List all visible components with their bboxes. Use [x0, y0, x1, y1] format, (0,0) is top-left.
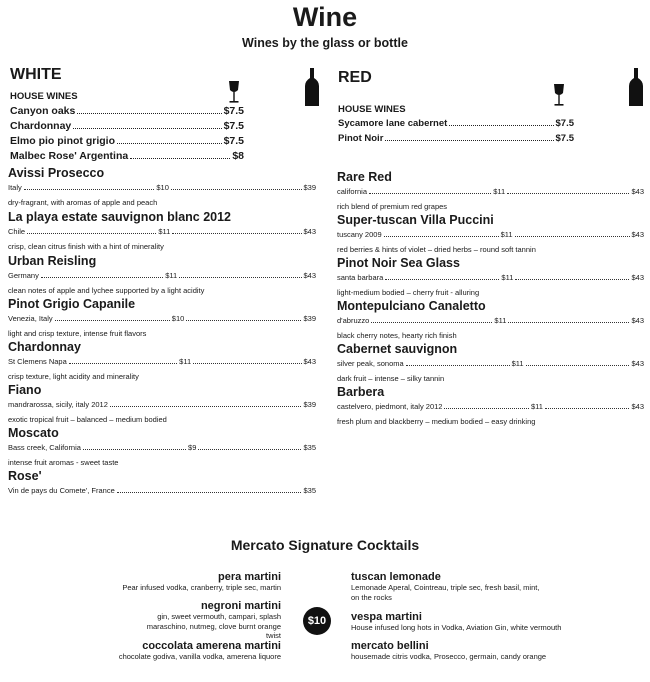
cocktail-desc: chocolate godiva, vanilla vodka, amerena liquore [118, 652, 281, 661]
red-heading: RED [338, 69, 372, 86]
wine-entry [8, 426, 316, 469]
cocktail-name: pera martini [218, 571, 281, 583]
price-line: castelvero, piedmont, italy 2012 $11 $43 [337, 402, 644, 411]
red-house-list [338, 118, 574, 148]
cocktail-name: tuscan lemonade [351, 571, 441, 583]
price-line: tuscany 2009 $11 $43 [337, 230, 645, 239]
house-wine-item: Elmo pio pinot grigio $7.5 [10, 135, 244, 147]
cocktail-list-left [60, 571, 281, 662]
page-title: Wine [292, 2, 358, 32]
wine-name: Rose' [8, 469, 42, 483]
cocktails-title: Mercato Signature Cocktails [230, 537, 420, 553]
wine-bottle-icon [629, 68, 643, 106]
cocktail-desc: housemade citris vodka, Prosecco, germain, candy orange [351, 652, 547, 661]
cocktail-item [351, 640, 591, 662]
wine-name: Cabernet sauvignon [337, 342, 458, 356]
wine-name: Fiano [8, 383, 42, 397]
price-line: Venezia, Italy $10 $39 [8, 314, 316, 323]
cocktail-item [60, 600, 281, 640]
tasting-note: light and crisp texture, intense fruit flavors [8, 329, 147, 338]
wine-entry [8, 166, 316, 210]
price-line: california $11 $43 [337, 187, 644, 196]
tasting-note: intense fruit aromas - sweet taste [8, 458, 119, 467]
house-wine-item: Pinot Noir $7.5 [338, 133, 574, 144]
wine-entry [337, 385, 644, 428]
wine-entry [337, 342, 644, 385]
white-wine-list [8, 166, 316, 499]
wine-entry [8, 297, 316, 340]
cocktail-item [60, 571, 281, 600]
price-line: santa barbara $11 $43 [337, 273, 644, 282]
cocktail-list-right [351, 571, 591, 662]
cocktail-name: coccolata amerena martini [142, 640, 281, 652]
wine-name: Montepulciano Canaletto [337, 299, 486, 313]
wine-name: Urban Reisling [8, 254, 97, 268]
tasting-note: exotic tropical fruit – balanced – medium bodied [8, 415, 167, 424]
wine-entry [337, 170, 644, 213]
cocktail-desc: House infused long hots in Vodka, Aviation Gin, white vermouth [351, 623, 562, 632]
house-wine-item: Malbec Rose' Argentina $8 [10, 150, 244, 162]
tasting-note: black cherry notes, hearty rich finish [337, 331, 457, 340]
wine-name: Pinot Noir Sea Glass [337, 256, 460, 270]
white-heading: WHITE [10, 66, 62, 83]
wine-entry [337, 299, 644, 342]
tasting-note: crisp texture, light acidity and minerality [8, 372, 139, 381]
house-wine-item: Chardonnay $7.5 [10, 120, 244, 132]
wine-name: Barbera [337, 385, 385, 399]
price-line: Chile $11 $43 [8, 227, 317, 236]
tasting-note: rich blend of premium red grapes [337, 202, 448, 211]
tasting-note: red berries & hints of violet – dried herbs – round soft tannin [337, 245, 536, 254]
cocktail-item [60, 640, 281, 662]
price-line: St Clemens Napa $11 $43 [8, 357, 317, 366]
tasting-note: fresh plum and blackberry – medium bodied – easy drinking [337, 417, 536, 426]
wine-name: Moscato [8, 426, 59, 440]
wine-entry [8, 210, 316, 254]
cocktail-name: mercato bellini [351, 640, 429, 652]
cocktail-desc: gin, sweet vermouth, campari, splash maraschino, nutmeg, clove burnt orange twist [146, 612, 281, 640]
tasting-note: light-medium bodied – cherry fruit - alluring [337, 288, 480, 297]
house-wine-item: Canyon oaks $7.5 [10, 105, 244, 117]
price-line: mandrarossa, sicily, italy 2012 $39 [8, 400, 316, 409]
cocktail-desc: Pear infused vodka, cranberry, triple sec, martin [122, 583, 281, 592]
wine-entry [8, 383, 316, 426]
tasting-note: crisp, clean citrus finish with a hint of minerality [8, 242, 164, 251]
tasting-note: dark fruit – intense – silky tannin [337, 374, 445, 383]
white-house-list [10, 105, 244, 165]
tasting-note: dry-fragrant, with aromas of apple and peach [8, 198, 158, 207]
red-wine-list [337, 170, 644, 428]
wine-name: Super-tuscan Villa Puccini [337, 213, 494, 227]
wine-entry [8, 340, 316, 383]
cocktail-item [351, 571, 591, 611]
red-house-label: HOUSE WINES [338, 104, 406, 115]
price-line: d'abruzzo $11 $43 [337, 316, 644, 325]
wine-entry [337, 213, 644, 256]
wine-glass-icon [551, 83, 567, 107]
wine-name: Pinot Grigio Capanile [8, 297, 136, 311]
wine-glass-icon [226, 80, 242, 104]
wine-entry [337, 256, 644, 299]
wine-name: Avissi Prosecco [8, 166, 105, 180]
price-line: Bass creek, California $9 $35 [8, 443, 316, 452]
wine-name: Chardonnay [8, 340, 81, 354]
price-line: silver peak, sonoma $11 $43 [337, 359, 644, 368]
cocktail-name: vespa martini [351, 611, 422, 623]
cocktail-item [351, 611, 591, 640]
wine-bottle-icon [305, 68, 319, 106]
cocktail-desc: Lemonade Aperal, Cointreau, triple sec, fresh basil, mint, on the rocks [351, 583, 540, 602]
tasting-note: clean notes of apple and lychee supported by a light acidity [8, 286, 205, 295]
price-line: Germany $11 $43 [8, 271, 317, 280]
cocktail-price-badge: $10 [303, 607, 331, 635]
wine-entry [8, 469, 316, 499]
white-house-label: HOUSE WINES [10, 91, 78, 102]
price-line: Italy $10 $39 [8, 183, 317, 192]
wine-name: Rare Red [337, 170, 392, 184]
cocktail-name: negroni martini [200, 600, 281, 612]
wine-name: La playa estate sauvignon blanc 2012 [8, 210, 232, 224]
wine-entry [8, 254, 316, 297]
house-wine-item: Sycamore lane cabernet $7.5 [338, 118, 574, 129]
page-subtitle: Wines by the glass or bottle [242, 36, 408, 50]
price-line: Vin de pays du Comete', France $35 [8, 486, 316, 495]
